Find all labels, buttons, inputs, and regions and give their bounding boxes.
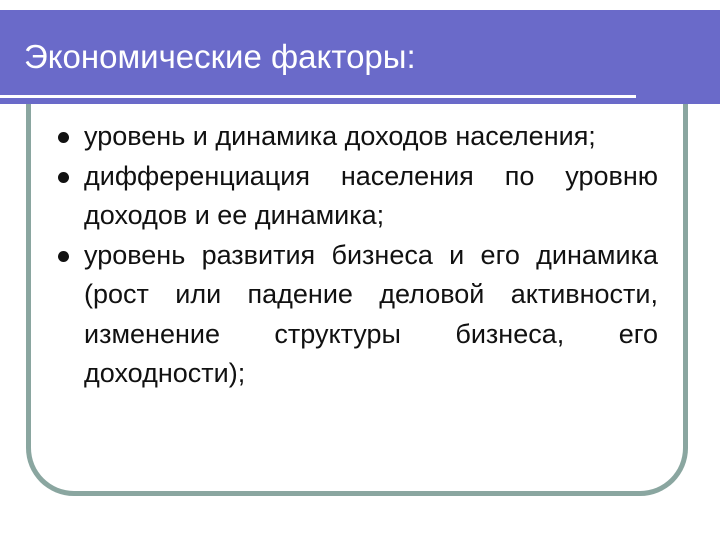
bullet-item — [54, 157, 658, 236]
bullet-list — [54, 117, 658, 394]
bullet-text: уровень и динамика доходов населения; — [84, 121, 596, 151]
bullet-item — [54, 117, 658, 157]
bullet-text: дифференциация населения по уровню доходов и ее динамика; — [84, 160, 658, 230]
slide-title: Экономические факторы: — [24, 38, 416, 75]
bullet-item — [54, 236, 658, 394]
title-underline — [0, 95, 636, 98]
bullet-dot-icon — [58, 132, 69, 143]
bullet-text: уровень развития бизнеса и его динамика (рост или падение деловой активности, изменение структуры бизнеса, его доходности); — [84, 239, 658, 388]
bullet-dot-icon — [58, 251, 69, 262]
bullet-dot-icon — [58, 172, 69, 183]
